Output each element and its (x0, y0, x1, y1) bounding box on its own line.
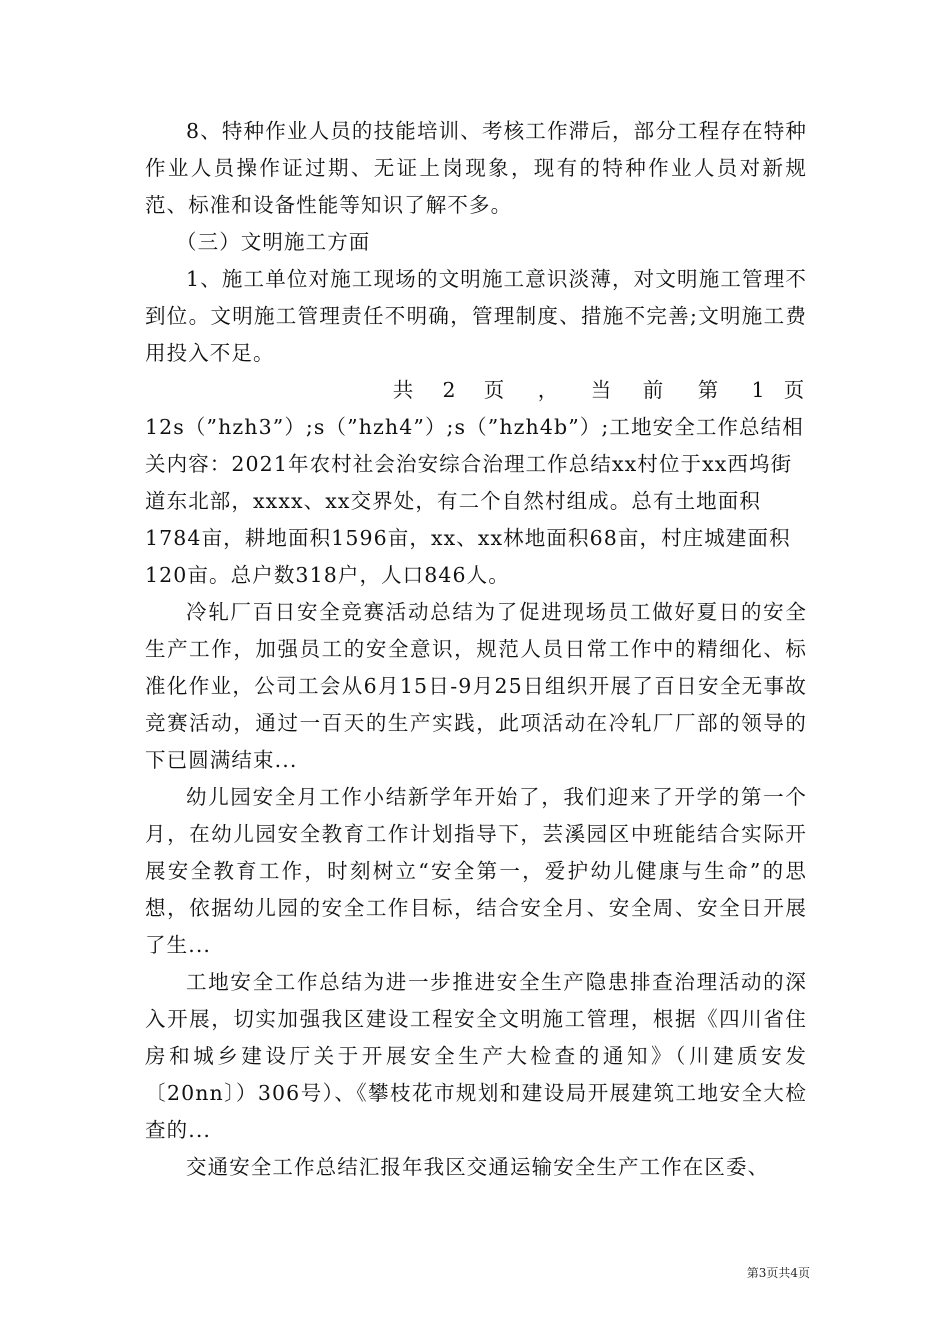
paragraph-cold-rolling-competition: 冷轧厂百日安全竞赛活动总结为了促进现场员工做好夏日的安全生产工作，加强员工的安全意识，规范人员日常工作中的精细化、标准化作业，公司工会从6月15日-9月25日组织开展了百日安全无事故竞赛活动，通过一百天的生产实践，此项活动在冷轧厂厂部的领导的下已圆满结束... (145, 600, 807, 772)
paragraph-traffic-safety-summary: 交通安全工作总结汇报年我区交通运输安全生产工作在区委、 (186, 1155, 770, 1179)
page-counter-part: ， (537, 378, 559, 402)
paragraph-related-rural-security: 12s（”hzh3”）;s（”hzh4”）;s（”hzh4b”）;工地安全工作总结相关内容：2021年农村社会治安综合治理工作总结xx村位于xx西坞街道东北部，xxxx、xx交界处，有二个自然村组成。总有土地面积1784亩，耕地面积1596亩，xx、xx林地面积68亩，村庄城建面积120亩。总户数318户，人口846人。 (145, 415, 804, 587)
page-number-footer: 第3页共4页 (746, 1266, 810, 1280)
document-body (145, 113, 807, 1186)
paragraph-site-safety-summary: 工地安全工作总结为进一步推进安全生产隐患排查治理活动的深入开展，切实加强我区建设工程安全文明施工管理，根据《四川省住房和城乡建设厅关于开展安全生产大检查的通知》（川建质安发〔20nn〕）306号）、《攀枝花市规划和建设局开展建筑工地安全大检查的... (145, 970, 807, 1142)
page-counter-part: 第 (697, 378, 719, 402)
page-counter (145, 372, 807, 409)
paragraph-special-operators: 8、特种作业人员的技能培训、考核工作滞后，部分工程存在特种作业人员操作证过期、无证上岗现象，现有的特种作业人员对新规范、标准和设备性能等知识了解不多。 (145, 119, 807, 217)
page-counter-part: 前 (642, 378, 664, 402)
page-counter-part: 共 (392, 378, 414, 402)
page-counter-part: 1 (751, 378, 765, 402)
paragraph-civilized-construction: 1、施工单位对施工现场的文明施工意识淡薄，对文明施工管理不到位。文明施工管理责任不明确，管理制度、措施不完善;文明施工费用投入不足。 (145, 267, 807, 365)
page-counter-part: 页 (783, 378, 805, 402)
page-counter-part: 当 (590, 378, 612, 402)
section-heading-civilized-construction: （三）文明施工方面 (176, 230, 371, 254)
page-counter-part: 页 (483, 378, 505, 402)
paragraph-kindergarten-safety-month: 幼儿园安全月工作小结新学年开始了，我们迎来了开学的第一个月，在幼儿园安全教育工作计划指导下，芸溪园区中班能结合实际开展安全教育工作，时刻树立“安全第一，爱护幼儿健康与生命”的思想，依据幼儿园的安全工作目标，结合安全月、安全周、安全日开展了生... (145, 785, 807, 957)
page-counter-part: 2 (442, 378, 456, 402)
